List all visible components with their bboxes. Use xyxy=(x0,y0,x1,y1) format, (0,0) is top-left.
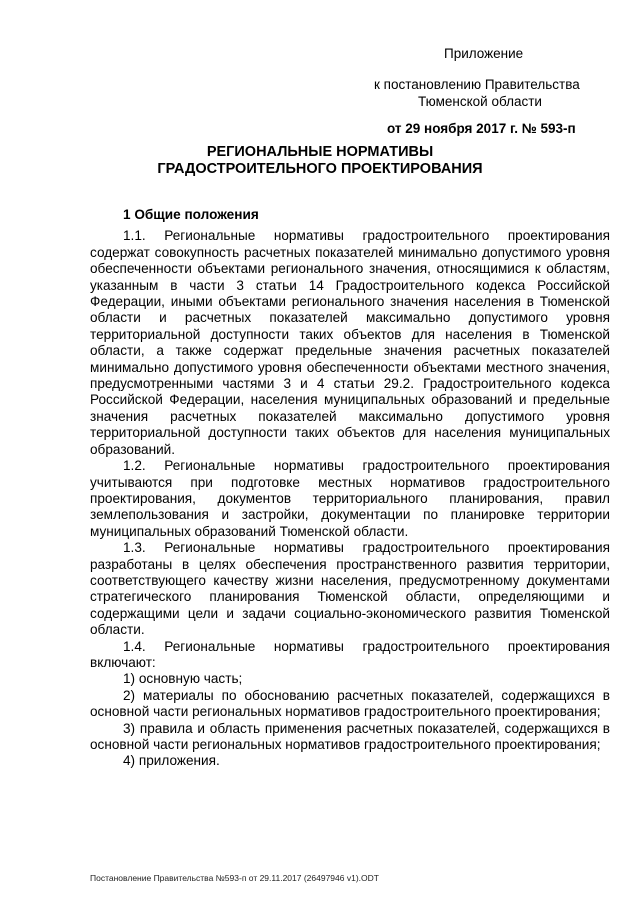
appendix-label: Приложение xyxy=(444,46,524,61)
list-item: 3) правила и область применения расчетных показателей, содержащихся в основной части региональных нормативов градостроительного проектирования; xyxy=(90,720,610,752)
document-body xyxy=(90,207,610,770)
page-footer: Постановление Правительства №593-п от 29.11.2017 (26497946 v1).ODT xyxy=(90,873,379,883)
title-line-2: ГРАДОСТРОИТЕЛЬНОГО ПРОЕКТИРОВАНИЯ xyxy=(157,161,483,177)
list-item: 1) основную часть; xyxy=(123,671,243,687)
paragraph-1-4: 1.4. Региональные нормативы градостроительного проектирования включают: xyxy=(90,638,610,670)
resolution-line-2: Тюменской области xyxy=(418,94,542,109)
appendix-block xyxy=(360,44,620,138)
paragraph-1-2: 1.2. Региональные нормативы градостроительного проектирования учитываются при подготовке местных нормативов градостроительного проектирования, документов территориального планирования, правил землепользования и застройки, документации по планировке территории муниципальных образований Тюменской области. xyxy=(90,458,610,539)
paragraph-1-3: 1.3. Региональные нормативы градостроительного проектирования разработаны в целях обеспечения пространственного развития территории, соответствующего качеству жизни населения, предусмотренному документами стратегического планирования Тюменской области, определяющими и содержащими цели и задачи социально-экономического развития Тюменской области. xyxy=(90,540,610,638)
resolution-date: от 29 ноября 2017 г. № 593-п xyxy=(387,121,576,136)
document-title xyxy=(90,144,550,178)
list-item: 4) приложения. xyxy=(123,753,220,769)
title-line-1: РЕГИОНАЛЬНЫЕ НОРМАТИВЫ xyxy=(206,144,434,160)
paragraph-1-1: 1.1. Региональные нормативы градостроительного проектирования содержат совокупность расчетных показателей минимально допустимого уровня обеспеченности объектами регионального значения, относящимися к областям, указанным в части 3 статьи 14 Градостроительного кодекса Российской Федерации, иными объектами регионального значения населения в Тюменской области и расчетных показателей максимально допустимого уровня территориальной доступности таких объектов для населения в Тюменской области, а также содержат предельные значения расчетных показателей минимально допустимого уровня обеспеченности объектами местного значения, предусмотренными частями 3 и 4 статьи 29.2. Градостроительного кодекса Российской Федерации, населения муниципальных образований и предельные значения расчетных показателей максимально допустимого уровня территориальной доступности таких объектов для населения муниципальных образований. xyxy=(90,228,610,457)
list-item: 2) материалы по обоснованию расчетных показателей, содержащихся в основной части региональных нормативов градостроительного проектирования; xyxy=(90,687,610,720)
resolution-line-1: к постановлению Правительства xyxy=(374,77,580,92)
section-heading: 1 Общие положения xyxy=(123,207,259,222)
